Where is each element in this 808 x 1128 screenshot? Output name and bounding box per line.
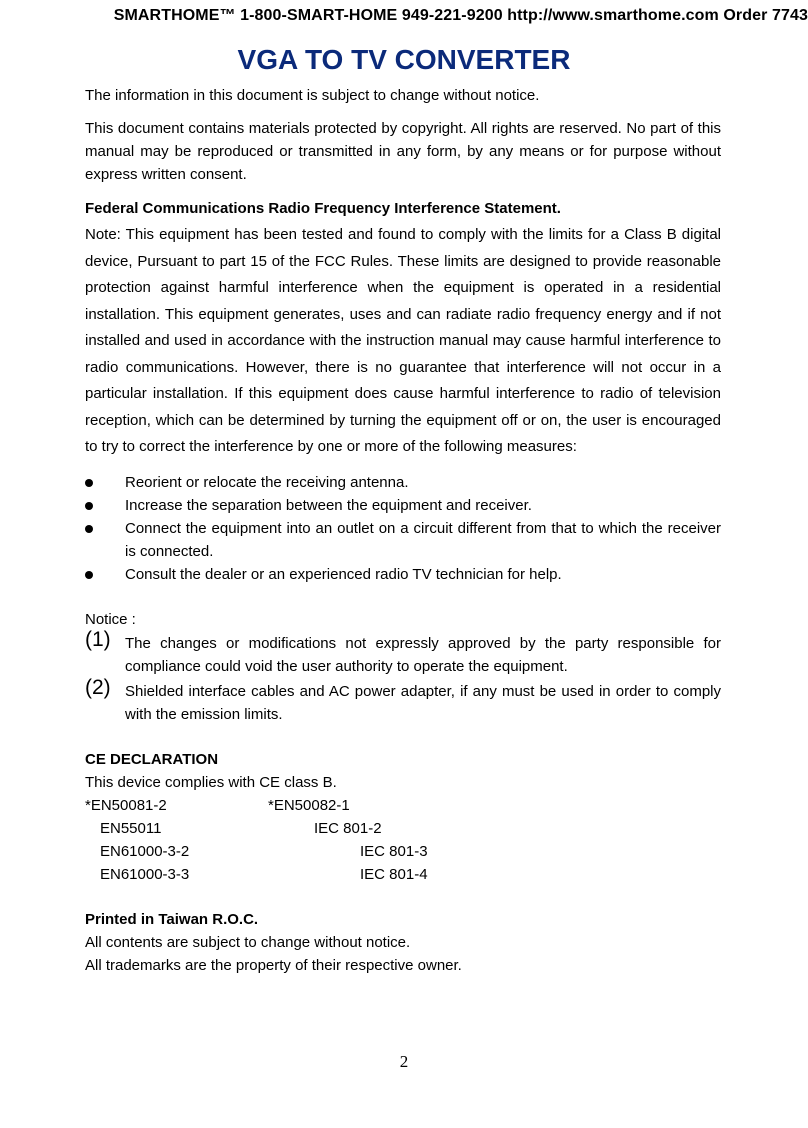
ce-standards-row: EN61000-3-2 IEC 801-3 (100, 843, 428, 860)
list-item: Consult the dealer or an experienced radio TV technician for help. (85, 563, 721, 586)
document-title: VGA TO TV CONVERTER (237, 44, 571, 75)
fcc-heading: Federal Communications Radio Frequency Interference Statement. (85, 200, 561, 217)
ce-statement: This device complies with CE class B. (85, 774, 337, 791)
notice-list (85, 628, 721, 726)
bullet-icon (85, 571, 93, 579)
list-item: Reorient or relocate the receiving antenna. (85, 471, 721, 494)
ce-heading: CE DECLARATION (85, 751, 219, 768)
bullet-icon (85, 479, 93, 487)
bullet-icon (85, 502, 93, 510)
list-item: (1) The changes or modifications not expressly approved by the party responsible for compliance could void the user authority to operate the equipment. (85, 628, 721, 675)
notice-label: Notice : (85, 611, 136, 628)
ce-standards-row: *EN50081-2 *EN50082-1 (85, 797, 350, 814)
page-number: 2 (399, 1052, 409, 1071)
fcc-statement: Note: This equipment has been tested and found to comply with the limits for a Class B digital device, Pursuant to part 15 of the FCC Rules. These limits are designed to provide reasonable protection against harmful interference when the equipment is operated in a residential installation. This equipment generates, uses and can radiate radio frequency energy and if not installed and used in accordance with the instruction manual may cause harmful interference to radio communications. However, there is no guarantee that interference will not occur in a particular installation. If this equipment does cause harmful interference to radio of television reception, which can be determined by turning the equipment off or on, the user is encouraged to try to correct the interference by one or more of the following measures: (85, 226, 721, 455)
ce-standards-row: EN61000-3-3 IEC 801-4 (100, 866, 428, 883)
list-item: Connect the equipment into an outlet on a circuit different from that to which the receiver is connected. (85, 517, 721, 563)
fcc-measures-list (85, 471, 721, 586)
change-notice: The information in this document is subject to change without notice. (85, 87, 540, 104)
ce-standards-row: EN55011 IEC 801-2 (100, 820, 382, 837)
list-item: Increase the separation between the equipment and receiver. (85, 494, 721, 517)
document-header: SMARTHOME™ 1-800-SMART-HOME 949-221-9200 http://www.smarthome.com Order 7743 (113, 7, 808, 24)
list-item: (2) Shielded interface cables and AC power adapter, if any must be used in order to comply with the emission limits. (85, 676, 721, 723)
bullet-icon (85, 525, 93, 533)
copyright-notice: This document contains materials protected by copyright. All rights are reserved. No part of this manual may be reproduced or transmitted in any form, by any means or for purpose without express written consent. (85, 120, 721, 183)
printed-heading: Printed in Taiwan R.O.C. (85, 911, 259, 928)
trademark-notice: All trademarks are the property of their respective owner. (85, 957, 462, 974)
contents-notice: All contents are subject to change without notice. (85, 934, 411, 951)
